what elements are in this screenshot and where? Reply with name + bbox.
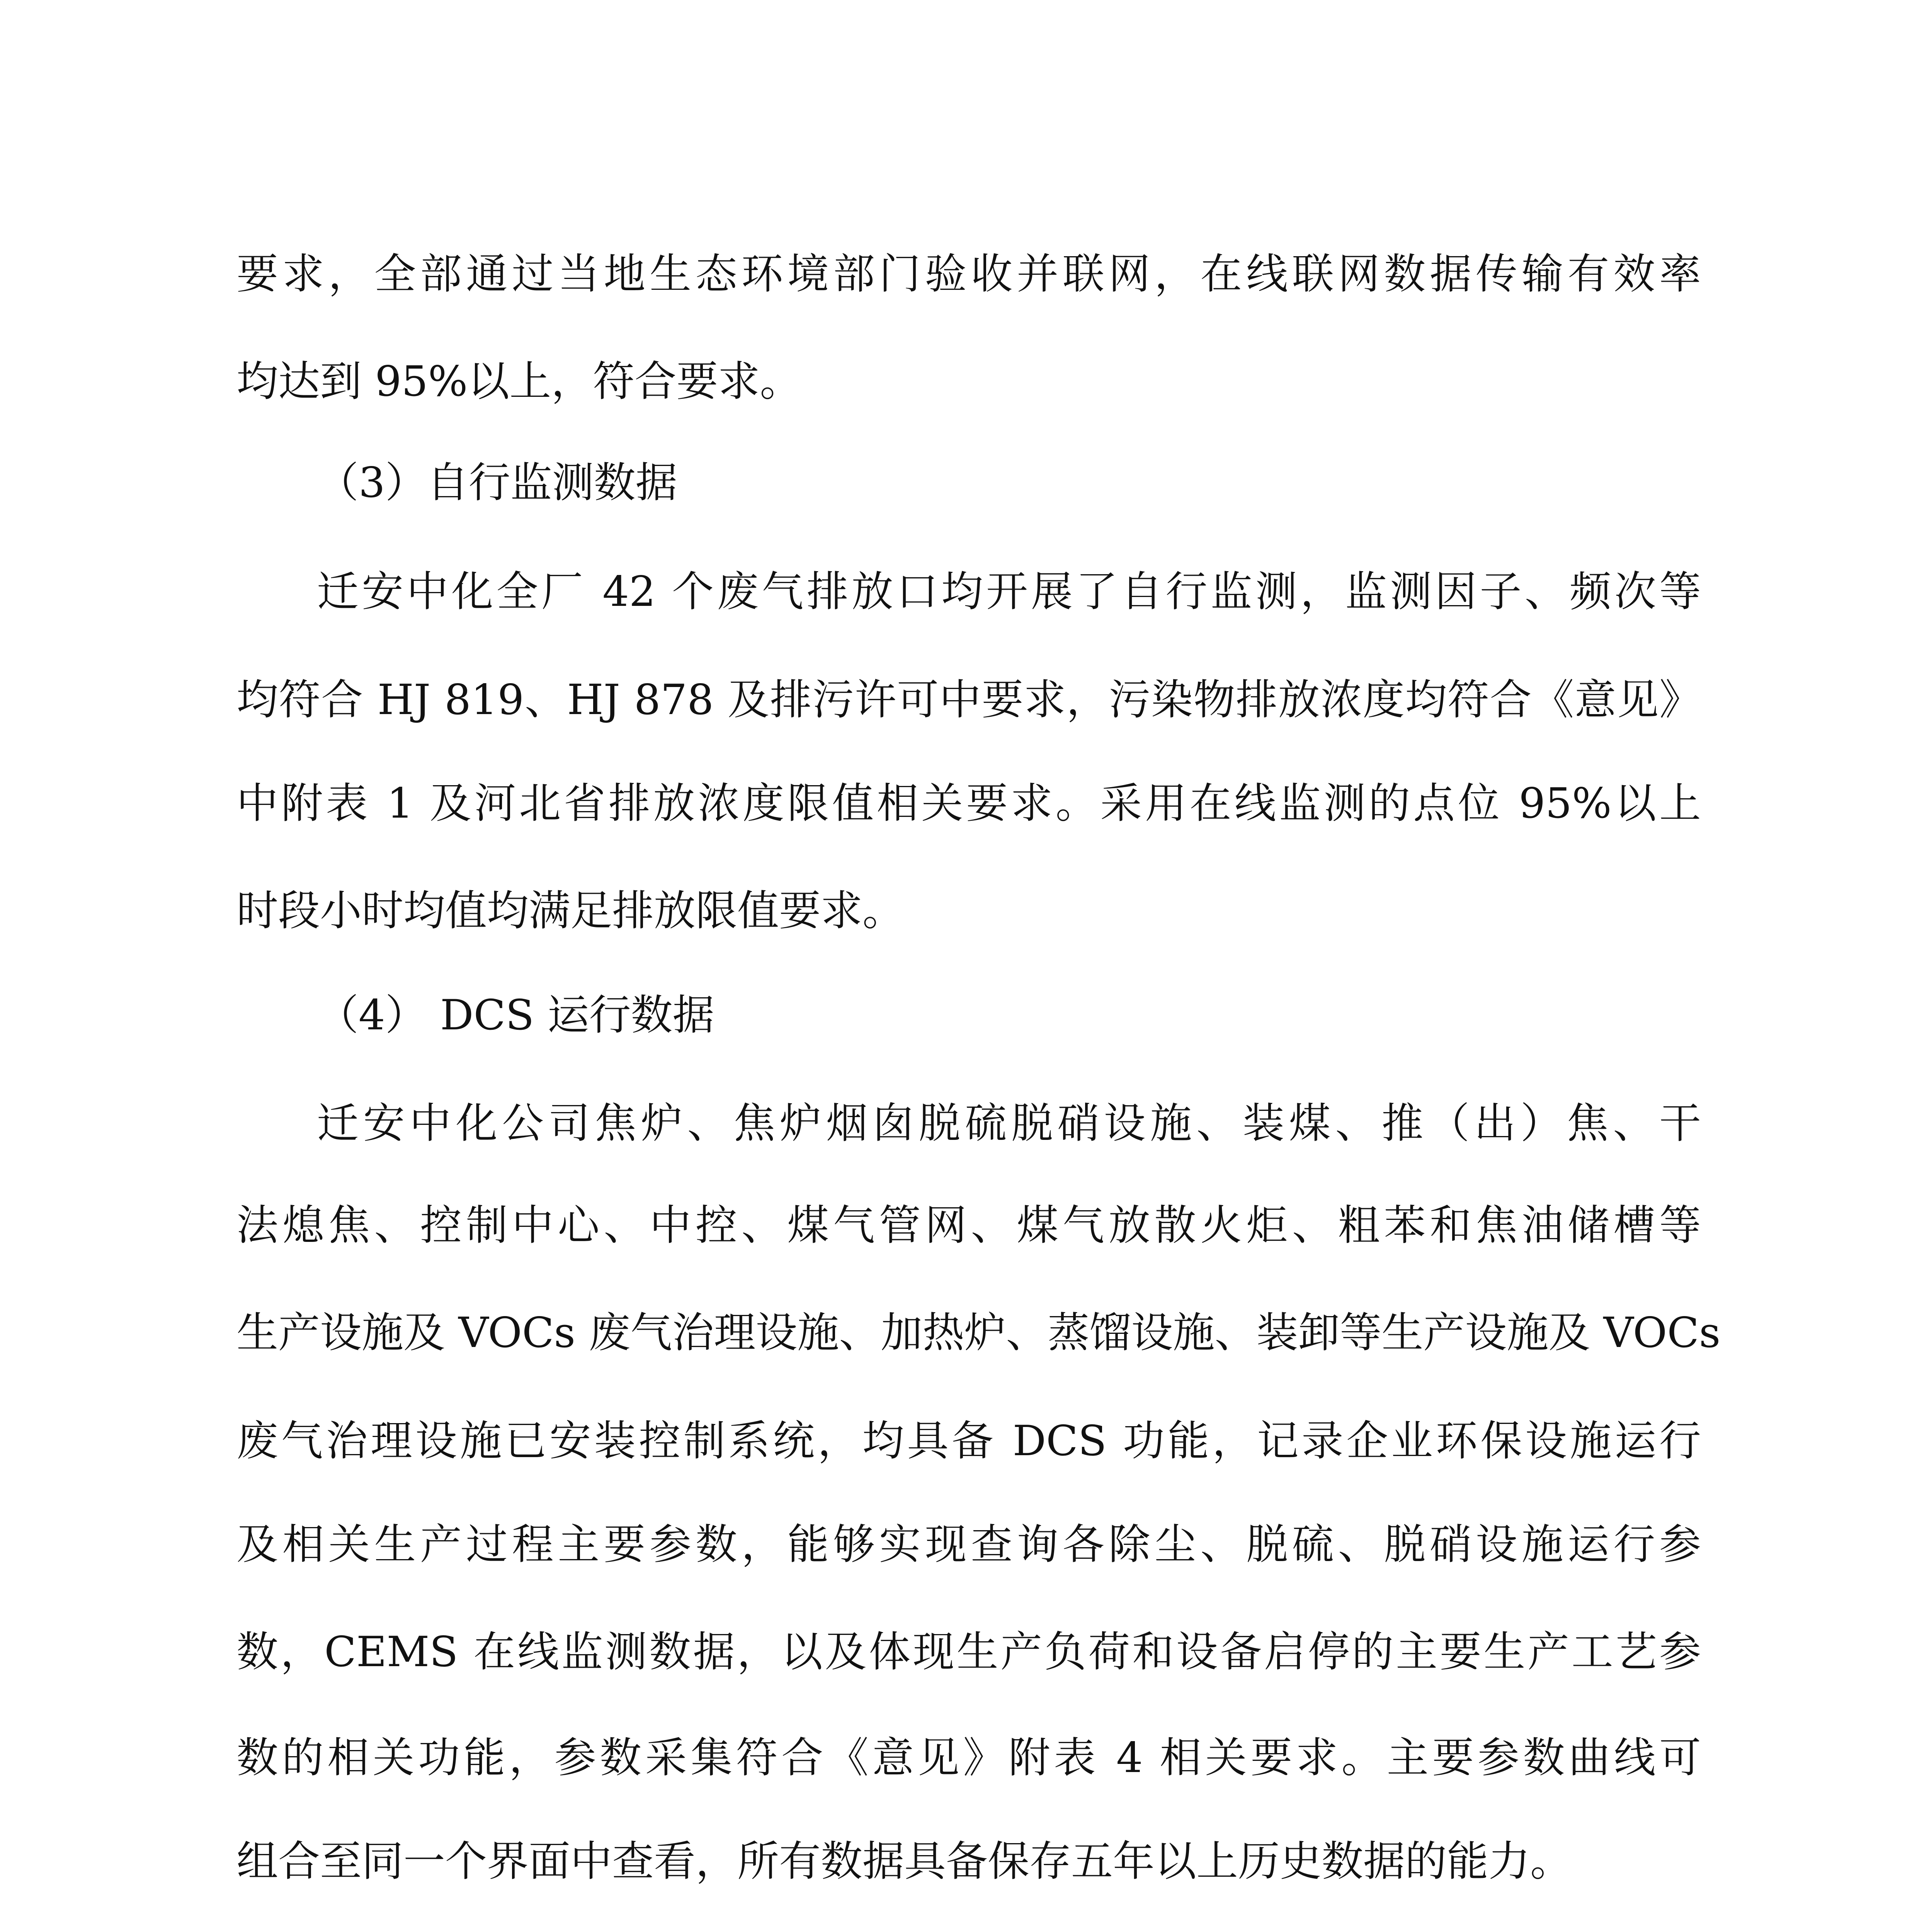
section-heading-self-monitoring: （3）自行监测数据 <box>317 459 677 507</box>
body-line-1: 要求，全部通过当地生态环境部门验收并联网，在线联网数据传输有效率 <box>236 250 1701 298</box>
body-line-9: 迁安中化公司焦炉、焦炉烟囱脱硫脱硝设施、装煤、推（出）焦、干 <box>317 1099 1701 1148</box>
body-line-13: 及相关生产过程主要参数，能够实现查询各除尘、脱硫、脱硝设施运行参 <box>236 1520 1701 1569</box>
body-line-4: 迁安中化全厂 42 个废气排放口均开展了自行监测，监测因子、频次等 <box>317 568 1701 616</box>
body-line-14: 数，CEMS 在线监测数据，以及体现生产负荷和设备启停的主要生产工艺参 <box>236 1628 1701 1676</box>
body-line-6: 中附表 1 及河北省排放浓度限值相关要求。采用在线监测的点位 95%以上 <box>236 779 1701 828</box>
body-line-16: 组合至同一个界面中查看，所有数据具备保存五年以上历史数据的能力。 <box>236 1837 1572 1886</box>
body-line-15: 数的相关功能，参数采集符合《意见》附表 4 相关要求。主要参数曲线可 <box>236 1734 1701 1782</box>
body-line-10: 法熄焦、控制中心、中控、煤气管网、煤气放散火炬、粗苯和焦油储槽等 <box>236 1201 1701 1250</box>
body-line-7: 时段小时均值均满足排放限值要求。 <box>236 887 905 935</box>
body-line-5: 均符合 HJ 819、HJ 878 及排污许可中要求，污染物排放浓度均符合《意见》 <box>236 676 1701 724</box>
body-line-11: 生产设施及 VOCs 废气治理设施、加热炉、蒸馏设施、装卸等生产设施及 VOCs <box>236 1309 1721 1357</box>
section-heading-dcs: （4） DCS 运行数据 <box>317 991 714 1039</box>
body-line-12: 废气治理设施已安装控制系统，均具备 DCS 功能，记录企业环保设施运行 <box>236 1417 1701 1465</box>
body-line-2: 均达到 95%以上，符合要求。 <box>236 357 802 406</box>
